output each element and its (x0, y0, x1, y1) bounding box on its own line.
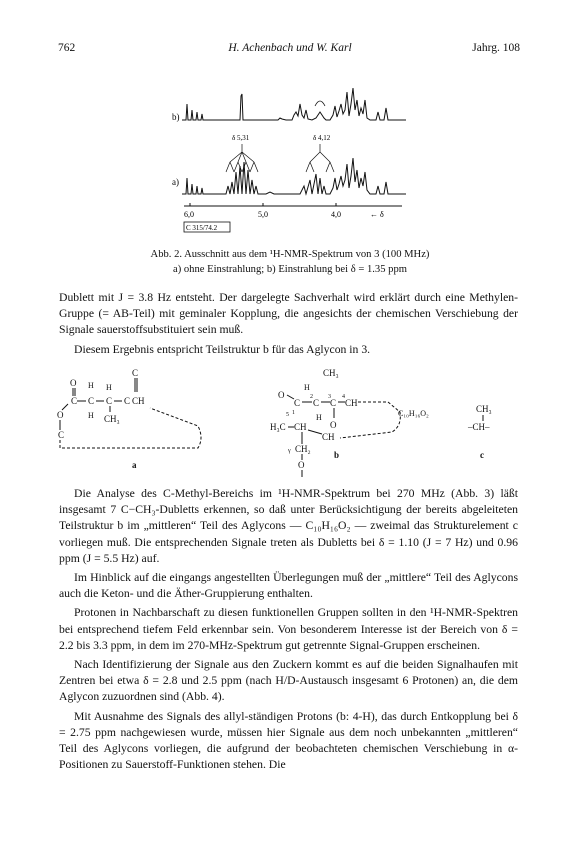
svg-text:–CH–: –CH– (468, 422, 490, 432)
journal-volume: Jahrg. 108 (472, 42, 520, 54)
svg-text:C: C (313, 398, 320, 408)
svg-text:H: H (316, 413, 322, 422)
svg-text:CH: CH (322, 432, 335, 442)
spectrum-trace-a (182, 158, 406, 194)
svg-text:1: 1 (292, 410, 295, 416)
caption-line-1: Abb. 2. Ausschnitt aus dem ¹H-NMR-Spektrum von 3 (100 MHz) (150, 249, 430, 260)
svg-text:2: 2 (310, 394, 313, 400)
svg-text:C: C (71, 396, 78, 406)
svg-text:CH: CH (345, 398, 358, 408)
text-block-lower (59, 486, 518, 773)
svg-text:C₁₀H₁₆O₂: C₁₀H₁₆O₂ (398, 409, 429, 418)
label-c: c (480, 450, 484, 460)
paragraph-5: Protonen in Nachbarschaft zu diesen funktionellen Gruppen sollten in den ¹H-NMR-Spektren bei entsprechend tiefem Feld erkennbar sein. Von besonderem Interesse ist der Bereich von δ = 2.2 bis 3.3 ppm, in dem im 270-MHz-Spektrum gut getrennte Signal-Gruppen erscheinen. (59, 606, 518, 652)
peak-label-412: δ 4,12 (313, 134, 331, 142)
svg-text:C: C (88, 396, 95, 406)
trace-label-b: b) (172, 112, 180, 122)
label-a: a (132, 460, 137, 470)
svg-text:C: C (106, 396, 113, 406)
figure-caption (60, 247, 520, 277)
multiplet-fan-2 (306, 144, 334, 172)
multiplet-marker (315, 101, 325, 106)
svg-text:CH₃: CH₃ (323, 368, 339, 378)
svg-text:CH: CH (294, 422, 307, 432)
svg-text:C: C (330, 398, 337, 408)
svg-text:CH₂: CH₂ (295, 444, 311, 454)
svg-text:CH₃: CH₃ (104, 414, 120, 424)
paragraph-7: Mit Ausnahme des Signals des allyl-ständigen Protons (b: 4-H), das durch Entkopplung bei δ = 2.75 ppm nachgewiesen wurde, müssen hier Signale aus dem noch unbekannten „mittleren“ Teil des Aglycons vorliegen, die aufgrund der beobachteten chemischen Verschiebung in α-Positionen zu Sauerstoff-Funktionen stehen. Die (59, 709, 518, 772)
svg-text:CH₃: CH₃ (476, 404, 492, 414)
structure-b (270, 368, 429, 477)
axis-tick-60: 6,0 (184, 210, 194, 219)
svg-text:O: O (298, 460, 305, 470)
label-b: b (334, 450, 340, 460)
text-block-upper (59, 290, 518, 358)
caption-line-2: a) ohne Einstrahlung; b) Einstrahlung bei δ = 1.35 ppm (173, 264, 407, 275)
svg-text:O: O (70, 378, 77, 388)
paragraph-6: Nach Identifizierung der Signale aus den Zuckern kommt es auf die beiden Signalhaufen mit Zentren bei etwa δ = 2.8 und 2.5 ppm (nach H/D-Austausch insgesamt 6 Protonen) an, die dem Aglycon zuzuordnen sind (Abb. 4). (59, 658, 518, 704)
structure-diagrams (58, 368, 523, 478)
svg-text:C: C (132, 368, 139, 378)
svg-text:H₃C: H₃C (270, 422, 286, 432)
svg-text:5: 5 (286, 412, 289, 418)
axis-tick-50: 5,0 (258, 210, 268, 219)
nmr-spectrum-figure (170, 82, 420, 240)
paragraph-3: Die Analyse des C-Methyl-Bereichs im ¹H-NMR-Spektrum bei 270 MHz (Abb. 3) läßt insgesamt 7 C−CH₃-Dubletts erkennen, so daß unter Berücksichtigung der bereits abgeleiteten Teilstruktur b im „mittleren“ Teil des Aglycons — C₁₀H₁₆O₂ — zweimal das Strukturelement c vorliegen muß. Die entsprechenden Signale treten als Dubletts bei δ = 1.10 (J = 7 Hz) und 0.96 ppm (J = 5.5 Hz) auf. (59, 487, 518, 565)
svg-text:O: O (330, 420, 337, 430)
svg-text:C: C (294, 398, 301, 408)
spectrum-trace-b (182, 88, 406, 120)
svg-text:H: H (106, 383, 112, 392)
running-title: H. Achenbach und W. Karl (228, 42, 352, 54)
svg-text:H: H (88, 411, 94, 420)
trace-label-a: a) (172, 177, 179, 187)
paragraph-1: Dublett mit J = 3.8 Hz entsteht. Der dargelegte Sachverhalt wird erklärt durch eine Methylen-Gruppe (= AB-Teil) mit geminaler Kopplung, die angesichts der chemischen Verschiebung der Signale sauerstoffsubstituiert sein muß. (59, 291, 518, 337)
structure-c (467, 404, 492, 460)
svg-text:4: 4 (342, 394, 345, 400)
paragraph-2: Diesem Ergebnis entspricht Teilstruktur b für das Aglycon in 3. (74, 342, 371, 356)
svg-text:C: C (124, 396, 131, 406)
svg-text:CH: CH (132, 396, 145, 406)
svg-text:C: C (58, 430, 65, 440)
svg-text:H: H (88, 381, 94, 390)
page-number: 762 (58, 42, 76, 54)
svg-text:H: H (304, 383, 310, 392)
svg-text:3: 3 (328, 394, 331, 400)
svg-text:O: O (57, 410, 64, 420)
multiplet-fan-1 (226, 144, 258, 172)
svg-text:O: O (278, 390, 285, 400)
structure-a (57, 368, 201, 470)
axis-direction: ← δ (370, 210, 384, 219)
svg-text:γ: γ (288, 448, 291, 454)
peak-label-531: δ 5,31 (232, 134, 250, 142)
paragraph-4: Im Hinblick auf die eingangs angestellten Überlegungen muß der „mittlere“ Teil des Aglycons auch die Keton- und die Äther-Gruppierung enthalten. (59, 571, 518, 601)
axis-tick-40: 4,0 (331, 210, 341, 219)
figure-code: C 315/74.2 (186, 224, 218, 232)
